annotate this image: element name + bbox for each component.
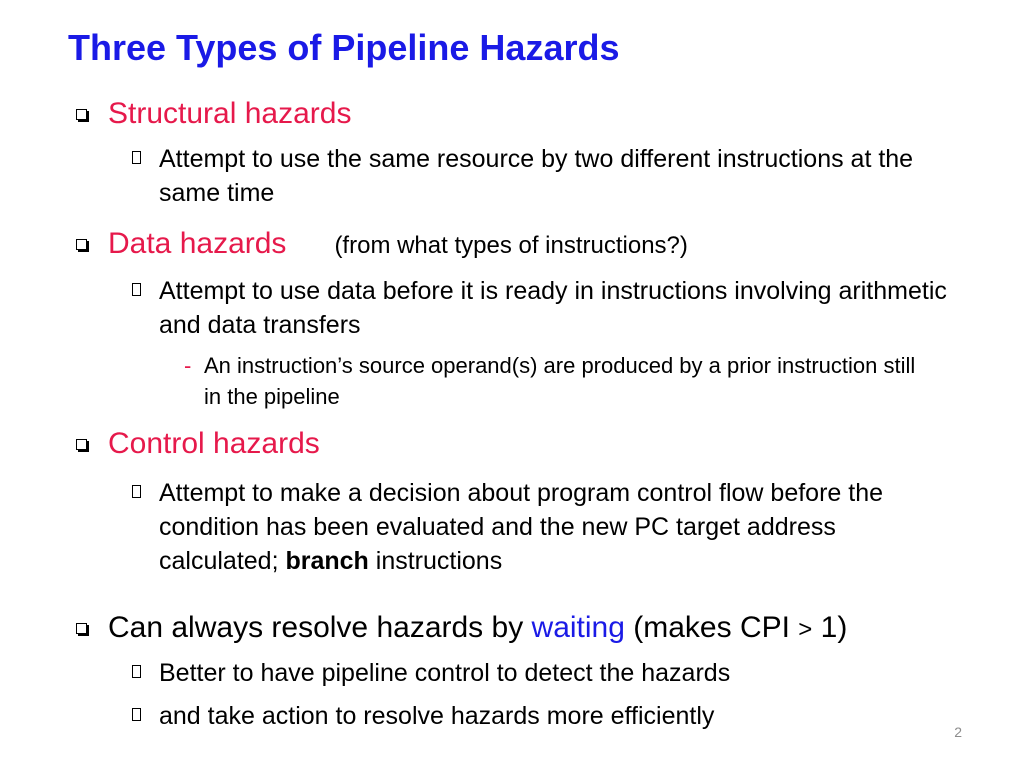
box-bullet-icon [132,665,141,678]
page-number: 2 [954,724,962,740]
box-bullet-icon [132,151,141,164]
control-detail-text: Attempt to make a decision about program control flow before the condition has been evaluated and the new PC target address calculated; [159,479,883,575]
resolve-text: Can always resolve hazards by [108,611,532,644]
resolve-cpi-text: (makes CPI [624,611,799,644]
square-bullet-icon [76,439,87,450]
resolve-cpi-end: 1) [812,611,848,644]
square-bullet-icon [76,109,87,120]
dash-bullet-icon: - [184,353,192,378]
box-bullet-icon [132,283,141,296]
data-detail: Attempt to use data before it is ready in instructions involving arithmetic and data transfers [159,277,947,339]
resolve-point-2: and take action to resolve hazards more efficiently [159,702,715,730]
structural-detail: Attempt to use the same resource by two different instructions at the same time [159,145,914,207]
square-bullet-icon [76,239,87,250]
data-hazards-question: (from what types of instructions?) [334,232,688,259]
box-bullet-icon [132,485,141,498]
control-hazards-heading: Control hazards [108,427,320,460]
data-subdetail: An instruction’s source operand(s) are produced by a prior instruction still in the pipeline [204,353,916,409]
control-detail-bold: branch [285,547,369,575]
control-detail-end: instructions [368,547,503,575]
resolve-point-1: Better to have pipeline control to detect the hazards [159,659,731,687]
control-detail [159,476,959,578]
structural-hazards-heading: Structural hazards [108,97,352,130]
box-bullet-icon [132,708,141,721]
data-hazards-heading: Data hazards [108,227,287,260]
greater-than-symbol: > [798,616,813,643]
waiting-highlight: waiting [531,611,625,644]
square-bullet-icon [76,623,87,634]
data-hazards-line [108,226,688,264]
resolve-line [108,610,847,648]
slide-title: Three Types of Pipeline Hazards [68,27,620,68]
